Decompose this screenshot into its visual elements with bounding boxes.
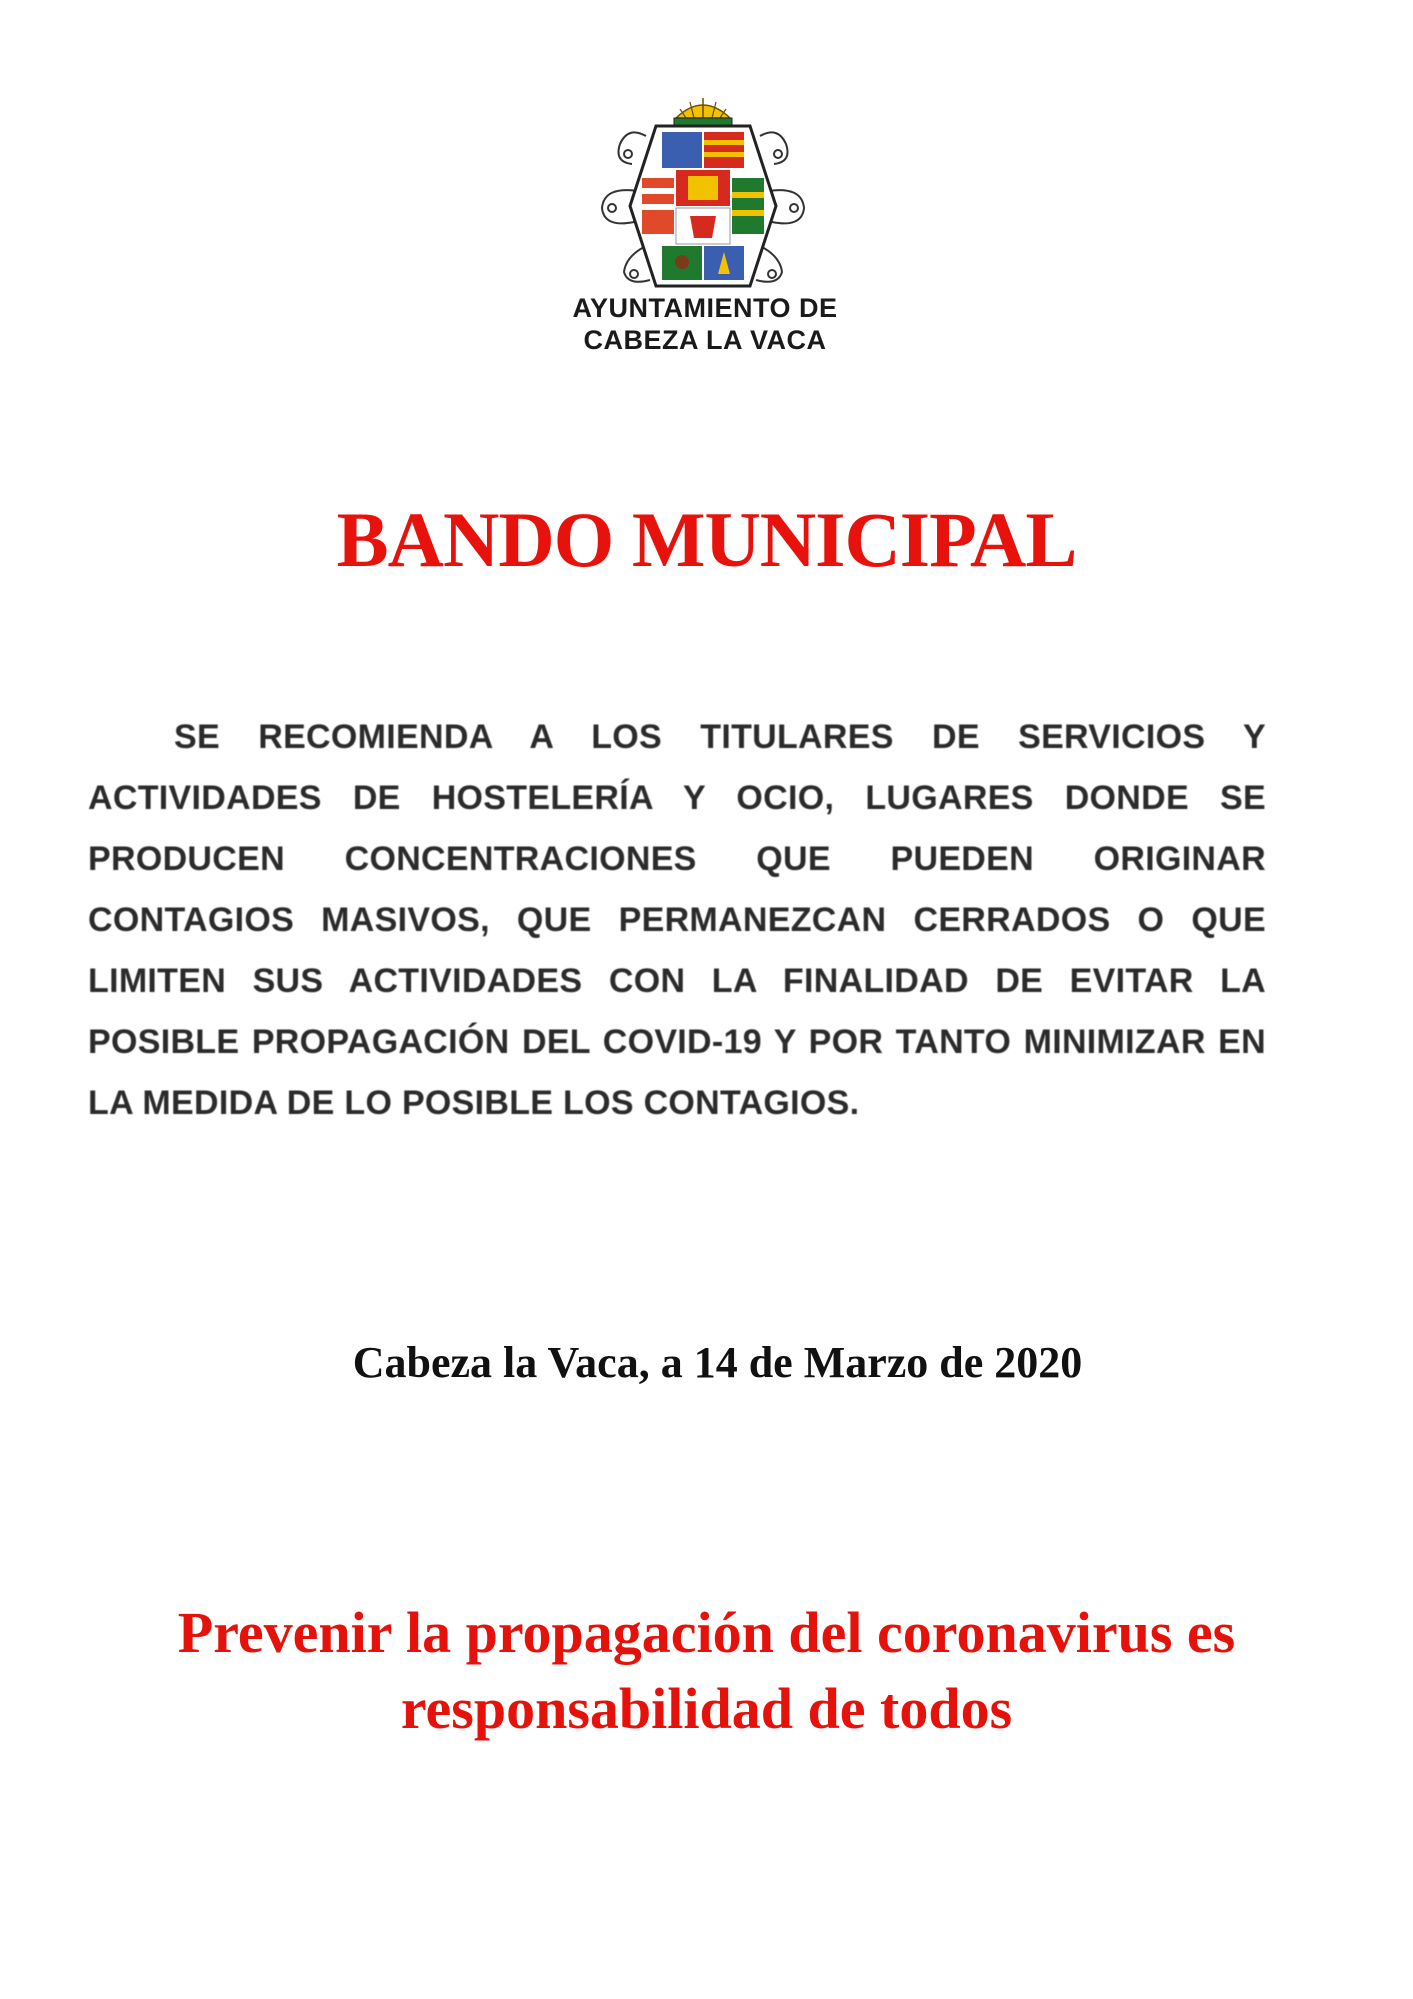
slogan-line2: responsabilidad de todos — [400, 1676, 1013, 1741]
slogan-line1: Prevenir la propagación del coronavirus es — [177, 1600, 1236, 1665]
page-title: BANDO MUNICIPAL — [336, 496, 1077, 583]
municipality-name — [500, 292, 910, 356]
municipality-name-line2: CABEZA LA VACA — [583, 325, 827, 355]
coat-of-arms-icon — [598, 96, 808, 291]
municipality-name-line1: AYUNTAMIENTO DE — [572, 293, 838, 323]
notice-body: SE RECOMIENDA A LOS TITULARES DE SERVICIOS Y ACTIVIDADES DE HOSTELERÍA Y OCIO, LUGARES DONDE SE PRODUCEN CONCENTRACIONES QUE PUEDEN ORIGINAR CONTAGIOS MASIVOS, QUE PERMANEZCAN CERRADOS O QUE LIMITEN SUS ACTIVIDADES CON LA FINALIDAD DE EVITAR LA POSIBLE PROPAGACIÓN DEL COVID-19 Y POR TANTO MINIMIZAR EN LA MEDIDA DE LO POSIBLE LOS CONTAGIOS. — [88, 718, 1266, 1122]
slogan — [60, 1595, 1353, 1747]
crest-crown — [674, 98, 732, 125]
place-and-date: Cabeza la Vaca, a 14 de Marzo de 2020 — [352, 1338, 1083, 1387]
